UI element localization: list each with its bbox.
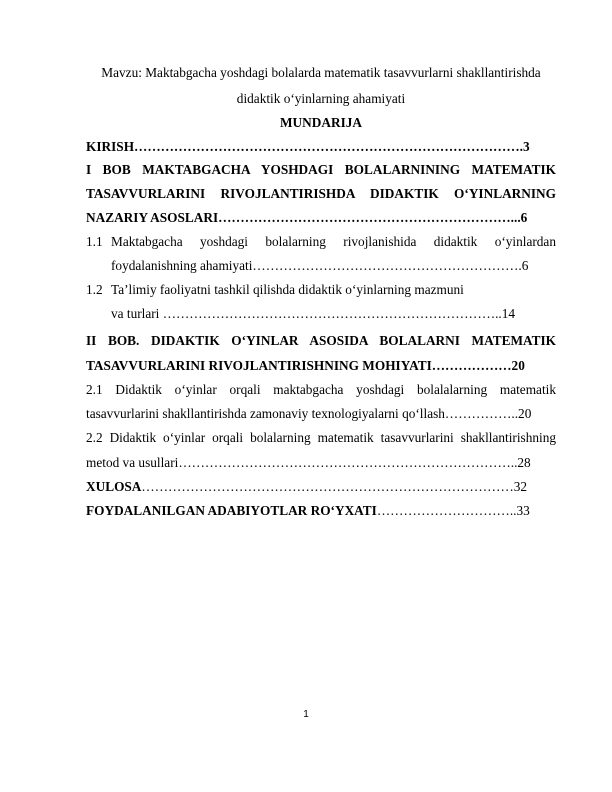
toc-chapter-1-line-3: NAZARIY ASOSLARI…………………………………………………………...6 [86, 210, 528, 225]
toc-section-2-2-line-1: 2.2 Didaktik o‘yinlar orqali bolalarning matematik tasavvurlarini shakllantirishning [86, 430, 556, 445]
xulosa-label: XULOSA [86, 479, 142, 494]
section-number: 1.2 [86, 282, 103, 297]
page-number: 1 [303, 709, 309, 720]
toc-section-2-1-line-1: 2.1 Didaktik o‘yinlar orqali maktabgacha yoshdagi bolalalarning matematik [86, 382, 556, 397]
xulosa-leader: …………………………………………………………………………32 [141, 479, 528, 494]
toc-xulosa [86, 479, 556, 495]
section-title-line-1: Maktabgacha yoshdagi bolalarning rivojlanishida didaktik o‘yinlardan [111, 234, 556, 249]
toc-adabiyotlar [86, 503, 556, 519]
topic-line-2: didaktik o‘yinlarning ahamiyati [236, 91, 406, 106]
adabiyotlar-leader: …………………………..33 [376, 503, 530, 518]
contents-title: MUNDARIJA [280, 115, 362, 130]
section-number: 1.1 [86, 234, 103, 249]
adabiyotlar-label: FOYDALANILGAN ADABIYOTLAR RO‘YXATI [86, 503, 377, 518]
toc-section-2-2-line-2: metod va usullari…………………………………………………………………..28 [86, 455, 531, 470]
section-title-line-1: Ta’limiy faoliyatni tashkil qilishda didaktik o‘yinlarning mazmuni [111, 282, 464, 297]
toc-section-1-1-line-2: foydalanishning ahamiyati…………………………………………………….6 [111, 258, 529, 273]
toc-section-2-1-line-2: tasavvurlarini shakllantirishda zamonaviy texnologiyalarni qo‘llash……………..20 [86, 406, 532, 421]
toc-kirish: KIRISH…………………………………………………………………………….3 [86, 139, 530, 154]
toc-chapter-1-line-1: I BOB MAKTABGACHA YOSHDAGI BOLALARNINING MATEMATIK [86, 162, 556, 177]
toc-chapter-2-line-2: TASAVVURLARINI RIVOJLANTIRISHNING MOHIYATI………………20 [86, 358, 525, 373]
toc-chapter-2-line-1: II BOB. DIDAKTIK O‘YINLAR ASOSIDA BOLALARNI MATEMATIK [86, 333, 556, 348]
toc-section-1-2-line-2: va turlari …………………………………………………………………..14 [111, 306, 516, 321]
topic-line-1: Mavzu: Maktabgacha yoshdagi bolalarda matematik tasavvurlarni shakllantirishda [101, 65, 541, 80]
toc-chapter-1-line-2: TASAVVURLARINI RIVOJLANTIRISHDA DIDAKTIK O‘YINLARNING [86, 186, 556, 201]
